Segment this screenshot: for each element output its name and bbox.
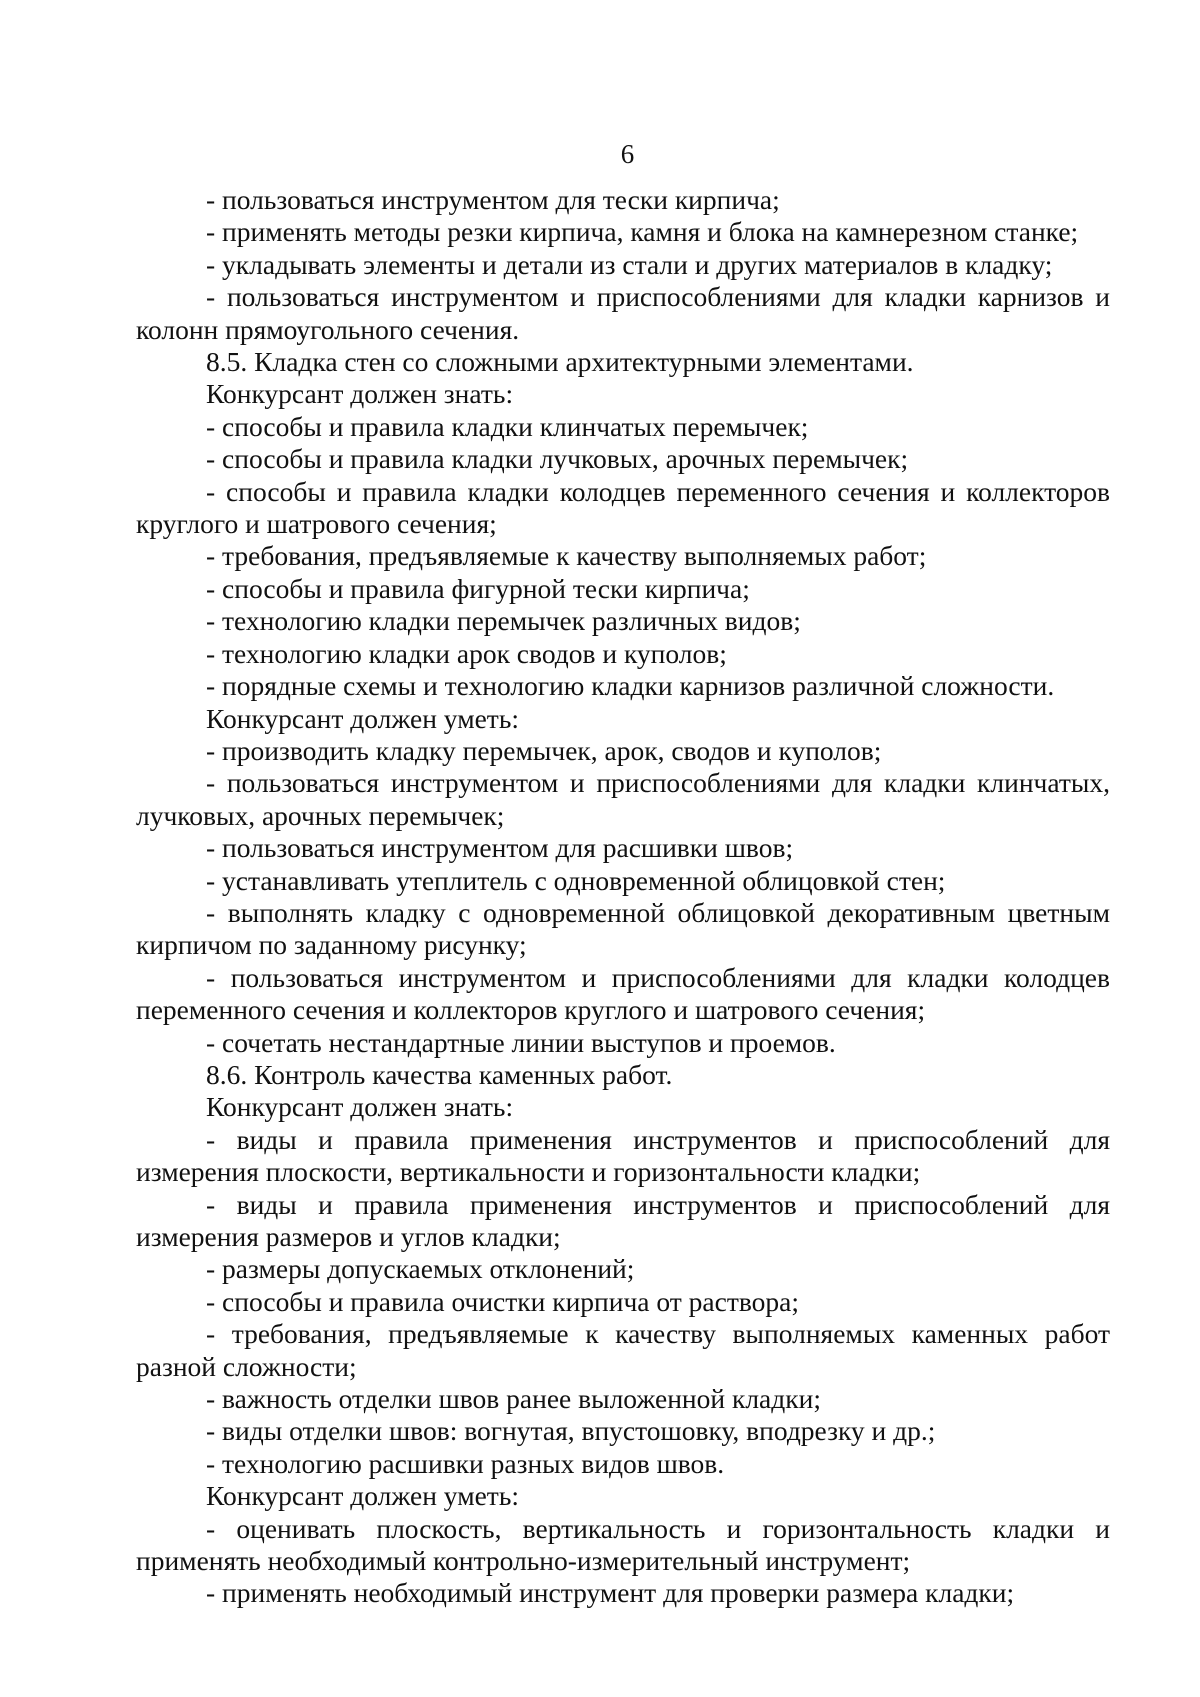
section-heading: 8.6. Контроль качества каменных работ. [206, 1058, 673, 1090]
paragraph: - производить кладку перемычек, арок, сводов и куполов; [206, 734, 882, 766]
paragraph: - технологию кладки арок сводов и куполов; [206, 637, 727, 669]
paragraph: - выполнять кладку с одновременной облицовкой декоративным цветным кирпичом по заданному рисунку; [136, 896, 1110, 961]
subsection-heading: Конкурсант должен уметь: [206, 1480, 520, 1512]
paragraph: - требования, предъявляемые к качеству выполняемых работ; [206, 540, 927, 572]
paragraph: - пользоваться инструментом и приспособлениями для кладки колодцев переменного сечения и коллекторов круглого и шатрового сечения; [136, 961, 1110, 1026]
paragraph: - виды и правила применения инструментов и приспособлений для измерения размеров и углов кладки; [136, 1188, 1110, 1252]
paragraph: - устанавливать утеплитель с одновременной облицовкой стен; [206, 864, 946, 896]
paragraph: - пользоваться инструментом и приспособлениями для кладки карнизов и колонн прямоугольного сечения. [136, 281, 1110, 345]
paragraph: - применять методы резки кирпича, камня и блока на камнерезном станке; [206, 216, 1079, 248]
paragraph: - применять необходимый инструмент для проверки размера кладки; [206, 1577, 1015, 1609]
subsection-heading: Конкурсант должен знать: [206, 1091, 514, 1123]
paragraph: - оценивать плоскость, вертикальность и горизонтальность кладки и применять необходимый контрольно-измерительный инструмент; [136, 1512, 1110, 1577]
page-number: 6 [620, 139, 635, 169]
paragraph: - пользоваться инструментом для расшивки швов; [206, 832, 794, 864]
document-body [136, 184, 1110, 1610]
paragraph: - укладывать элементы и детали из стали и других материалов в кладку; [206, 248, 1053, 280]
paragraph: - размеры допускаемых отклонений; [206, 1253, 635, 1285]
paragraph: - виды и правила применения инструментов и приспособлений для измерения плоскости, вертикальности и горизонтальности кладки; [136, 1123, 1110, 1188]
paragraph: - сочетать нестандартные линии выступов и проемов. [206, 1026, 836, 1058]
paragraph: - требования, предъявляемые к качеству выполняемых каменных работ разной сложности; [136, 1318, 1110, 1382]
paragraph: - порядные схемы и технологию кладки карнизов различной сложности. [206, 670, 1055, 702]
paragraph: - технологию кладки перемычек различных видов; [206, 605, 801, 637]
section-heading: 8.5. Кладка стен со сложными архитектурными элементами. [206, 346, 914, 378]
paragraph: - пользоваться инструментом и приспособлениями для кладки клинчатых, лучковых, арочных перемычек; [136, 767, 1110, 831]
paragraph: - способы и правила кладки лучковых, арочных перемычек; [206, 443, 909, 475]
paragraph: - способы и правила очистки кирпича от раствора; [206, 1285, 799, 1317]
paragraph: - способы и правила кладки клинчатых перемычек; [206, 410, 809, 442]
paragraph: - способы и правила фигурной тески кирпича; [206, 572, 750, 604]
paragraph: - важность отделки швов ранее выложенной кладки; [206, 1383, 821, 1415]
paragraph: - виды отделки швов: вогнутая, впустошовку, вподрезку и др.; [206, 1415, 936, 1447]
subsection-heading: Конкурсант должен уметь: [206, 702, 520, 734]
paragraph: - пользоваться инструментом для тески кирпича; [206, 184, 780, 215]
subsection-heading: Конкурсант должен знать: [206, 378, 514, 410]
paragraph: - способы и правила кладки колодцев переменного сечения и коллекторов круглого и шатрового сечения; [136, 475, 1110, 540]
paragraph: - технологию расшивки разных видов швов. [206, 1447, 725, 1479]
